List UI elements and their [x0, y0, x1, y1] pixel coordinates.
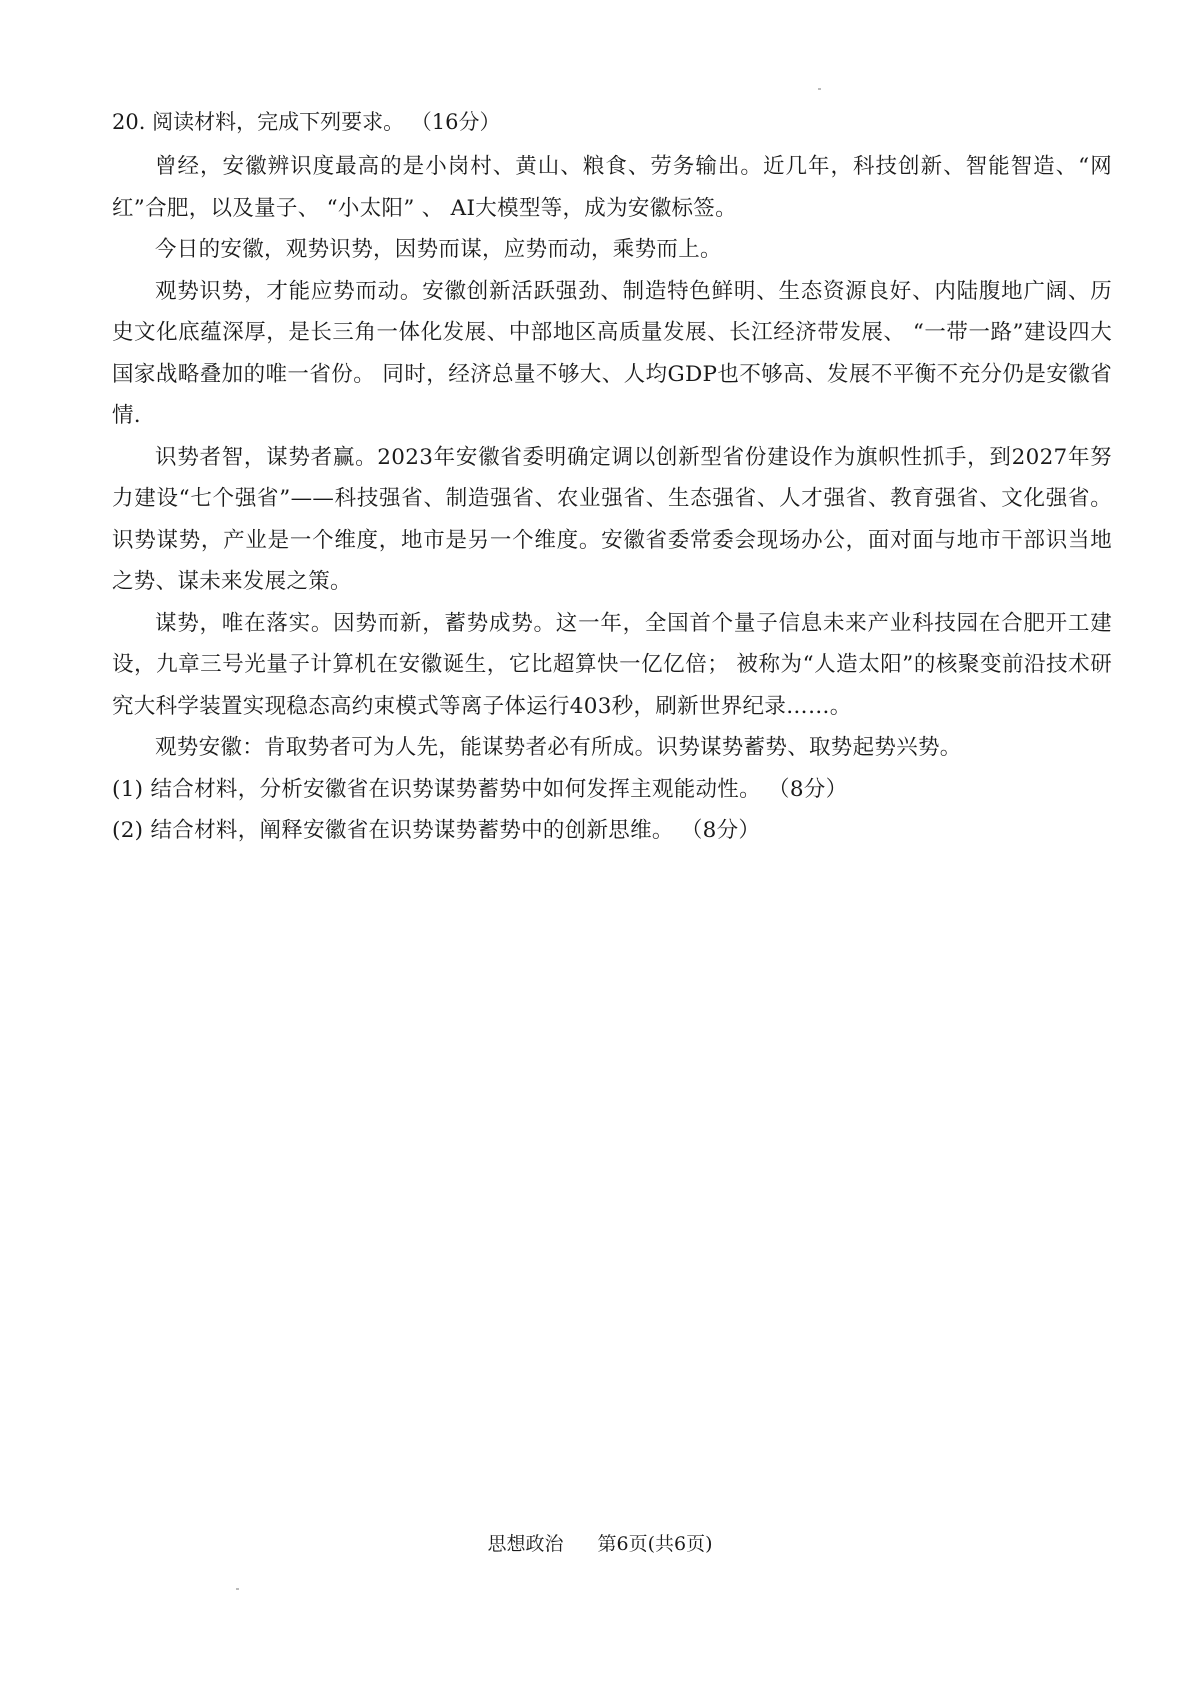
material-paragraph-1: 曾经，安徽辨识度最高的是小岗村、黄山、粮食、劳务输出。近几年，科技创新、智能智造、“网红”合肥，以及量子、 “小太阳” 、 AI大模型等，成为安徽标签。	[112, 154, 1112, 221]
reading-material	[112, 146, 1112, 852]
page-footer	[0, 1530, 1200, 1558]
scan-speck	[818, 88, 821, 90]
sub-question-2: (2) 结合材料，阐释安徽省在识势谋势蓄势中的创新思维。 （8分）	[112, 818, 761, 843]
material-paragraph-6: 观势安徽：肯取势者可为人先，能谋势者必有所成。识势谋势蓄势、取势起势兴势。	[155, 735, 962, 760]
footer-page-number: 第6页(共6页)	[597, 1533, 713, 1555]
footer-subject: 思想政治	[487, 1533, 564, 1555]
material-paragraph-3: 观势识势，才能应势而动。安徽创新活跃强劲、制造特色鲜明、生态资源良好、内陆腹地广阔、历史文化底蕴深厚，是长三角一体化发展、中部地区高质量发展、长江经济带发展、 “一带一路”建设四大国家战略叠加的唯一省份。 同时，经济总量不够大、人均GDP也不够高、发展不平衡不充分仍是安徽省情.	[112, 278, 1112, 428]
sub-question-1: (1) 结合材料，分析安徽省在识势谋势蓄势中如何发挥主观能动性。 （8分）	[112, 776, 848, 802]
material-paragraph-4: 识势者智，谋势者赢。2023年安徽省委明确定调以创新型省份建设作为旗帜性抓手，到2027年努力建设“七个强省”——科技强省、制造强省、农业强省、生态强省、人才强省、教育强省、文化强省。识势谋势，产业是一个维度，地市是另一个维度。安徽省委常委会现场办公，面对面与地市干部识当地之势、谋未来发展之策。	[112, 444, 1112, 594]
question-title: 20. 阅读材料，完成下列要求。 （16分）	[112, 110, 501, 134]
material-paragraph-2: 今日的安徽，观势识势，因势而谋，应势而动，乘势而上。	[155, 237, 722, 262]
material-paragraph-5: 谋势，唯在落实。因势而新，蓄势成势。这一年，全国首个量子信息未来产业科技园在合肥开工建设，九章三号光量子计算机在安徽诞生，它比超算快一亿亿倍； 被称为“人造太阳”的核聚变前沿技术研究大科学装置实现稳态高约束模式等离子体运行403秒，刷新世界纪录……。	[112, 610, 1112, 719]
scan-speck	[236, 1588, 239, 1590]
